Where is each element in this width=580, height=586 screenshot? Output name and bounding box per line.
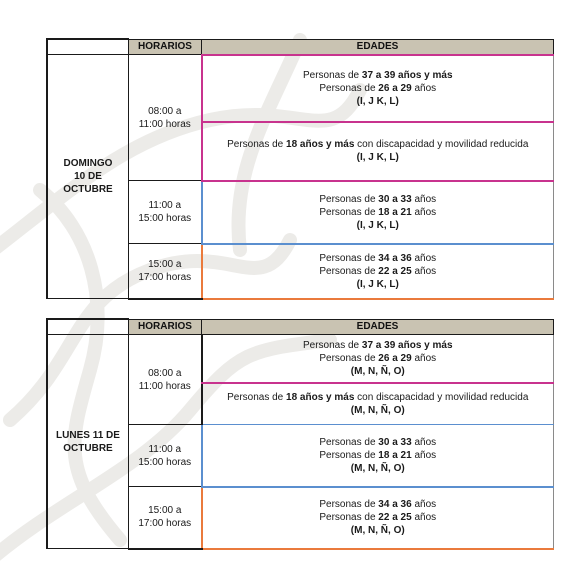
age-range-emphasis: 26 a 29 <box>378 82 412 94</box>
header-blank-cell <box>47 39 129 55</box>
table-header-row <box>47 39 554 55</box>
time-slot-cell <box>129 181 202 244</box>
time-slot-cell <box>129 487 202 549</box>
time-slot-label <box>129 258 201 284</box>
age-group-line: Personas de 18 años y más con discapacidad y movilidad reducida <box>227 391 529 403</box>
age-group-line: Personas de 18 a 21 años <box>319 206 437 218</box>
table-row <box>47 335 554 383</box>
age-group-cell <box>202 335 554 383</box>
label-line: LUNES 11 DE <box>56 429 120 441</box>
header-horarios: HORARIOS <box>129 319 202 335</box>
time-slot-label <box>129 105 201 131</box>
age-group-line: Personas de 22 a 25 años <box>319 512 437 523</box>
age-group-cell <box>202 181 554 244</box>
age-group-line: Personas de 34 a 36 años <box>319 499 437 510</box>
age-group-line: Personas de 26 a 29 años <box>319 82 437 94</box>
schedule-table-monday <box>46 318 554 550</box>
label-line: 15:00 a <box>148 505 182 517</box>
label-line: OCTUBRE <box>63 442 113 454</box>
age-group-line: Personas de 26 a 29 años <box>319 352 437 364</box>
age-group-line <box>203 524 554 537</box>
label-line: OCTUBRE <box>63 184 113 195</box>
age-range-emphasis: (I, J K, L) <box>356 152 399 163</box>
time-slot-cell <box>129 244 202 299</box>
label-line: 08:00 a <box>148 105 182 117</box>
label-line: 11:00 a <box>148 443 182 455</box>
day-label-cell <box>47 335 129 549</box>
age-group-line <box>203 95 554 108</box>
label-line: 15:00 a <box>148 258 182 270</box>
header-blank-cell <box>47 319 129 335</box>
time-slot-cell <box>129 55 202 181</box>
time-slot-label <box>129 504 201 530</box>
age-range-emphasis: (M, N, Ñ, O) <box>350 404 405 416</box>
age-range-emphasis: 18 años y más <box>286 139 355 150</box>
age-range-emphasis: 34 a 36 <box>378 499 412 510</box>
age-group-line: Personas de 18 años y más con discapacidad y movilidad reducida <box>227 139 529 150</box>
age-range-emphasis: 37 a 39 años y más <box>361 69 453 81</box>
age-group-line: Personas de 30 a 33 años <box>319 193 437 205</box>
label-line: 17:00 horas <box>138 518 192 530</box>
label-line: 11:00 a <box>148 200 182 211</box>
age-range-emphasis: 37 a 39 años y más <box>361 339 453 351</box>
table-header-row <box>47 319 554 335</box>
age-range-emphasis: 34 a 36 <box>378 252 412 264</box>
label-line: 15:00 horas <box>138 456 192 468</box>
age-group-line <box>203 151 554 164</box>
age-range-emphasis: (M, N, Ñ, O) <box>350 365 405 377</box>
header-horarios: HORARIOS <box>129 39 202 55</box>
age-range-emphasis: (M, N, Ñ, O) <box>350 525 405 536</box>
day-label <box>48 157 128 196</box>
label-line: 11:00 horas <box>138 380 191 392</box>
age-range-emphasis: (I, J K, L) <box>356 278 399 290</box>
age-group-line: Personas de 22 a 25 años <box>319 265 437 277</box>
header-edades: EDADES <box>202 39 554 55</box>
age-range-emphasis: (I, J K, L) <box>356 219 399 231</box>
age-range-emphasis: 30 a 33 <box>378 436 412 448</box>
header-edades: EDADES <box>202 319 554 335</box>
age-range-emphasis: (M, N, Ñ, O) <box>350 462 405 474</box>
time-slot-label <box>129 367 201 393</box>
age-range-emphasis: 18 a 21 <box>378 206 412 218</box>
time-slot-cell <box>129 425 202 487</box>
age-range-emphasis: 22 a 25 <box>378 265 412 277</box>
age-range-emphasis: 18 años y más <box>286 391 355 403</box>
age-group-cell <box>202 383 554 425</box>
age-group-cell <box>202 425 554 487</box>
age-range-emphasis: 22 a 25 <box>378 512 412 523</box>
label-line: 17:00 horas <box>138 271 192 283</box>
age-range-emphasis: 18 a 21 <box>378 449 412 461</box>
age-group-line <box>203 404 554 417</box>
schedule-table-sunday <box>46 38 554 300</box>
age-group-cell <box>202 55 554 122</box>
label-line: 15:00 horas <box>138 213 192 224</box>
age-group-line <box>203 278 554 291</box>
day-label <box>48 429 128 455</box>
table-row <box>47 55 554 122</box>
age-group-line: Personas de 34 a 36 años <box>319 252 437 264</box>
age-group-line: Personas de 18 a 21 años <box>319 449 437 461</box>
age-group-line: Personas de 37 a 39 años y más <box>302 339 453 351</box>
label-line: 10 DE <box>74 171 102 182</box>
age-group-line <box>203 365 554 378</box>
label-line: DOMINGO <box>63 158 113 169</box>
age-group-line <box>203 219 554 232</box>
time-slot-cell <box>129 335 202 425</box>
age-group-line <box>203 462 554 475</box>
age-group-line: Personas de 37 a 39 años y más <box>302 69 453 81</box>
time-slot-label <box>129 443 201 469</box>
age-group-cell <box>202 487 554 549</box>
age-group-line: Personas de 30 a 33 años <box>319 436 437 448</box>
age-range-emphasis: (I, J K, L) <box>356 95 399 107</box>
label-line: 08:00 a <box>148 367 182 379</box>
day-label-cell <box>47 55 129 299</box>
time-slot-label <box>129 199 201 225</box>
age-range-emphasis: 30 a 33 <box>378 193 412 205</box>
age-group-cell <box>202 122 554 181</box>
label-line: 11:00 horas <box>138 118 191 130</box>
age-group-cell <box>202 244 554 299</box>
age-range-emphasis: 26 a 29 <box>378 352 412 364</box>
